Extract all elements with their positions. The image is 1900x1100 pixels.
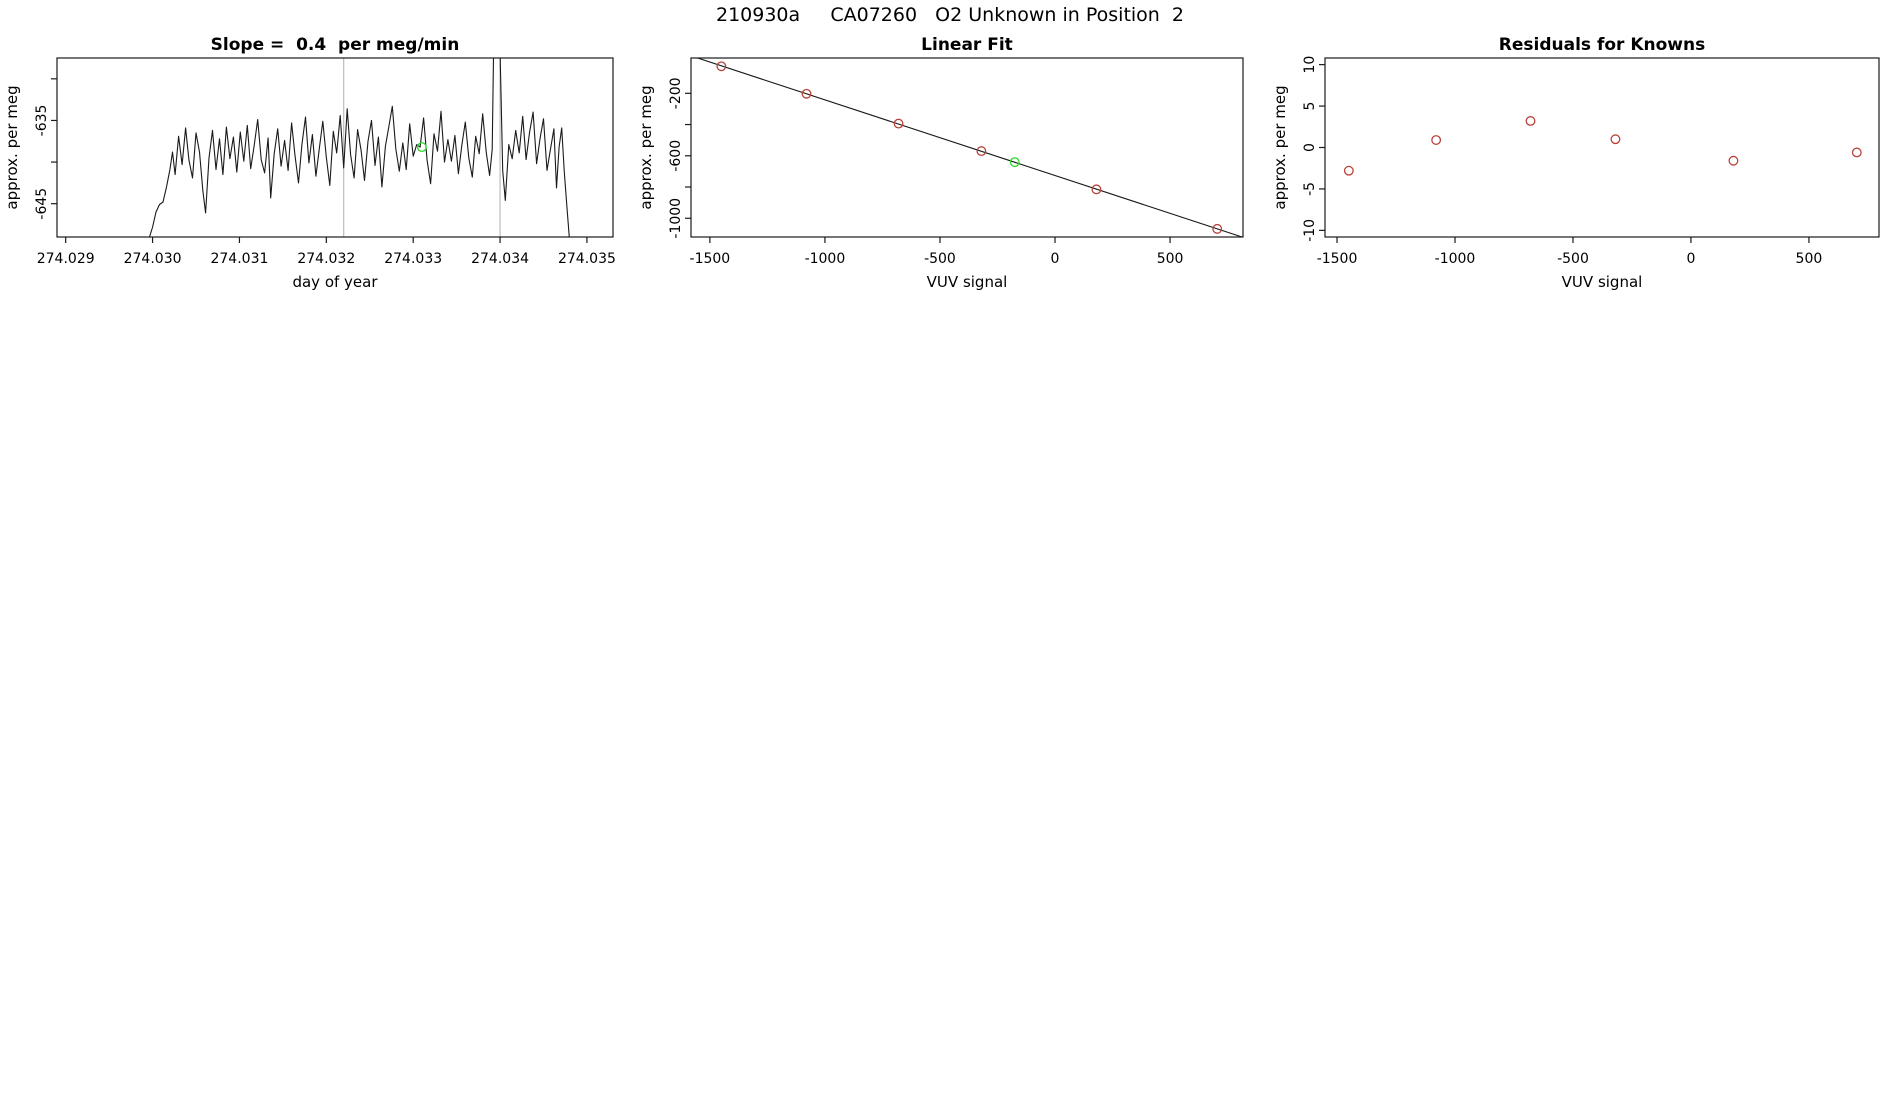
known-point [1611, 135, 1620, 144]
x-tick-label: 274.034 [471, 251, 530, 267]
x-tick-label: 274.032 [297, 251, 356, 267]
x-axis-label: VUV signal [1561, 273, 1643, 291]
y-tick-label: 0 [1302, 143, 1318, 152]
fit-line [691, 56, 1243, 237]
x-tick-label: -500 [924, 251, 956, 267]
y-tick-label: 10 [1302, 55, 1318, 74]
panel-2-scatter [637, 35, 1243, 291]
unknown-point [418, 143, 427, 152]
y-tick-label: -5 [1302, 181, 1318, 196]
panel-title: Linear Fit [921, 35, 1013, 55]
x-tick-label: 274.030 [123, 251, 182, 267]
y-tick-label: -200 [668, 77, 684, 110]
x-axis-label: day of year [292, 273, 378, 291]
y-tick-label: -1000 [668, 197, 684, 239]
data-layer [1345, 117, 1862, 175]
x-axis-label: VUV signal [926, 273, 1008, 291]
y-tick-label: -600 [668, 139, 684, 172]
x-tick-label: 274.035 [557, 251, 616, 267]
y-tick-label: -10 [1302, 218, 1318, 242]
x-tick-label: 500 [1156, 251, 1184, 267]
panel-title: Slope = 0.4 per meg/min [210, 35, 460, 55]
x-tick-label: 274.033 [384, 251, 443, 267]
plots-canvas [0, 0, 1900, 320]
data-layer [691, 56, 1243, 237]
known-point [1729, 156, 1738, 165]
known-point [1345, 166, 1354, 175]
x-tick-label: -1000 [804, 251, 846, 267]
x-tick-label: -500 [1557, 251, 1589, 267]
axis-box [1325, 58, 1879, 237]
x-tick-label: -1500 [1316, 251, 1358, 267]
panel-3-scatter [1271, 35, 1879, 291]
y-axis-label: approx. per meg [3, 85, 21, 210]
known-point [1853, 148, 1862, 157]
x-tick-label: 274.029 [36, 251, 95, 267]
x-tick-label: 274.031 [210, 251, 269, 267]
x-tick-label: 500 [1795, 251, 1823, 267]
y-tick-label: -645 [34, 187, 50, 220]
x-tick-label: 0 [1686, 251, 1696, 267]
panel-title: Residuals for Knowns [1498, 35, 1706, 55]
x-tick-label: -1000 [1434, 251, 1476, 267]
x-tick-label: -1500 [689, 251, 731, 267]
panel-1-line [3, 12, 616, 291]
figure-title: 210930a CA07260 O2 Unknown in Position 2 [715, 4, 1185, 26]
x-tick-label: 0 [1050, 251, 1060, 267]
axis-box [57, 58, 613, 237]
y-axis-label: approx. per meg [637, 85, 655, 210]
y-tick-label: 5 [1302, 101, 1318, 111]
known-point [1526, 117, 1535, 126]
y-tick-label: -635 [34, 104, 50, 137]
y-axis-label: approx. per meg [1271, 85, 1289, 210]
known-point [1432, 136, 1441, 145]
